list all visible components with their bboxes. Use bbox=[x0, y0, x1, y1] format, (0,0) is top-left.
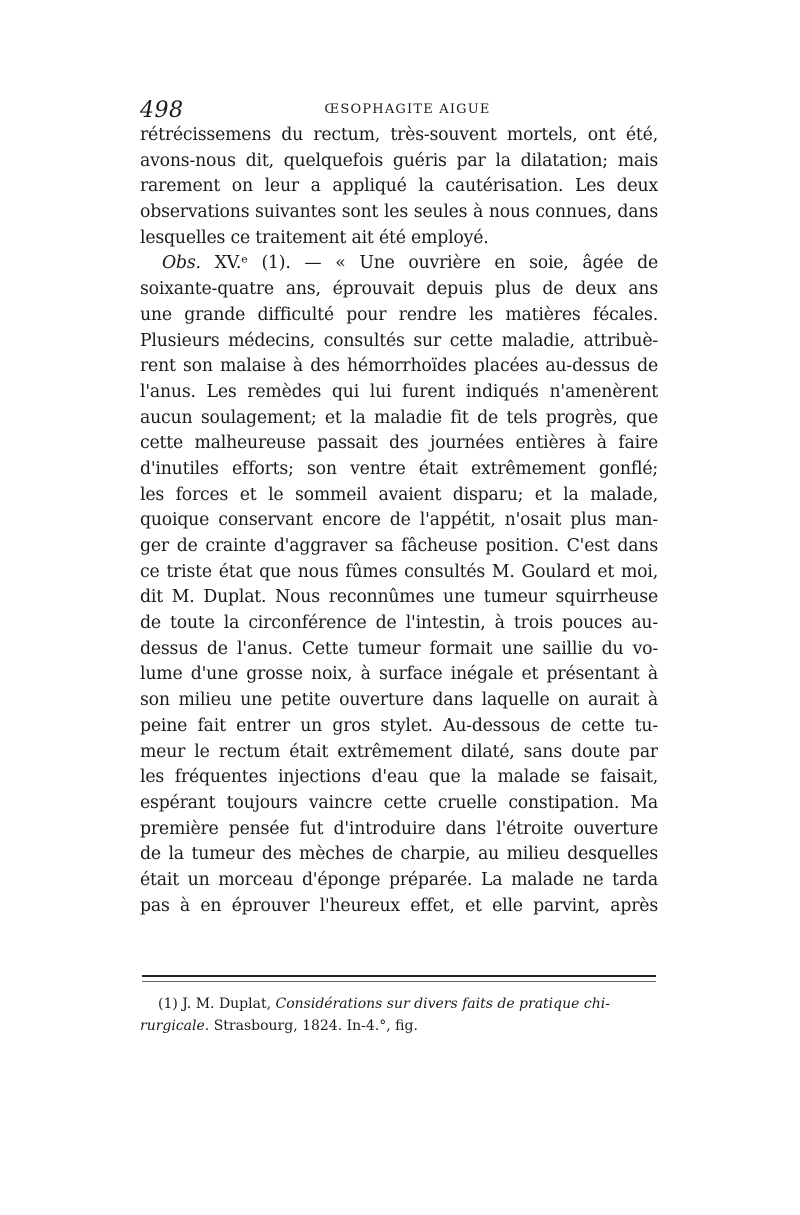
text-line: ce triste état que nous fûmes consultés M. Goulard et moi, bbox=[140, 561, 658, 582]
text-line: rarement on leur a appliqué la cautérisation. Les deux bbox=[140, 176, 658, 197]
text-line: espérant toujours vaincre cette cruelle constipation. Ma bbox=[140, 792, 658, 813]
text-line: observations suivantes sont les seules à nous connues, dans bbox=[140, 202, 658, 223]
footnote-title: Considérations sur divers faits de pratique chi- bbox=[275, 996, 610, 1012]
text-line: les forces et le sommeil avaient disparu; et la malade, bbox=[140, 484, 658, 505]
text-line: rétrécissemens du rectum, très-souvent mortels, ont été, bbox=[140, 125, 658, 145]
text-line: Plusieurs médecins, consultés sur cette maladie, attribuè- bbox=[140, 330, 658, 351]
footnote-line bbox=[140, 1015, 658, 1037]
text-line: aucun soulagement; et la maladie fit de tels progrès, que bbox=[140, 407, 658, 428]
footnote-rule-thin bbox=[142, 981, 656, 982]
text-line: cette malheureuse passait des journées entières à faire bbox=[140, 433, 658, 454]
text-line: de toute la circonférence de l'intestin, à trois pouces au- bbox=[140, 613, 658, 634]
footnote bbox=[140, 993, 658, 1037]
text-line: les fréquentes injections d'eau que la malade se faisait, bbox=[140, 767, 658, 788]
text-line-obs bbox=[140, 251, 658, 277]
footnote-ref: (1) J. M. Duplat, bbox=[158, 996, 276, 1012]
text-line: première pensée fut d'introduire dans l'étroite ouverture bbox=[140, 818, 658, 839]
text-line: quoique conservant encore de l'appétit, n'osait plus man- bbox=[140, 510, 658, 531]
text-line: lume d'une grosse noix, à surface inégale et présentant à bbox=[140, 664, 658, 685]
page-number: 498 bbox=[140, 98, 184, 123]
text-line: peine fait entrer un gros stylet. Au-dessous de cette tu- bbox=[140, 715, 658, 736]
text-line: avons-nous dit, quelquefois guéris par la dilatation; mais bbox=[140, 150, 658, 171]
text-line: ger de crainte d'aggraver sa fâcheuse position. C'est dans bbox=[140, 536, 658, 556]
text-line: son milieu une petite ouverture dans laquelle on aurait à bbox=[140, 690, 658, 711]
text-line: dessus de l'anus. Cette tumeur formait une saillie du vo- bbox=[140, 638, 658, 659]
footnote-line bbox=[140, 993, 658, 1015]
text-line: une grande difficulté pour rendre les matières fécales. bbox=[140, 304, 658, 325]
text-line: rent son malaise à des hémorrhoïdes placées au-dessus de bbox=[140, 356, 658, 377]
footnote-title-cont: rurgicale. bbox=[140, 1018, 210, 1034]
text-line: d'inutiles efforts; son ventre était extrêmement gonflé; bbox=[140, 458, 658, 479]
text-line: l'anus. Les remèdes qui lui furent indiqués n'amenèrent bbox=[140, 381, 658, 402]
text-line: meur le rectum était extrêmement dilaté, sans doute par bbox=[140, 741, 658, 762]
obs-line-text: XV.ᵉ (1). — « Une ouvrière en soie, âgée de bbox=[214, 253, 658, 274]
text-line: pas à en éprouver l'heureux effet, et elle parvint, après bbox=[140, 895, 658, 916]
text-line: soixante-quatre ans, éprouvait depuis plus de deux ans bbox=[140, 279, 658, 300]
footnote-rule bbox=[142, 975, 656, 977]
footnote-imprint: Strasbourg, 1824. In-4.°, fig. bbox=[209, 1018, 418, 1034]
text-line: était un morceau d'éponge préparée. La malade ne tarda bbox=[140, 869, 658, 890]
text-line: lesquelles ce traitement ait été employé. bbox=[140, 227, 489, 248]
body-text bbox=[140, 123, 658, 919]
text-line: dit M. Duplat. Nous reconnûmes une tumeur squirrheuse bbox=[140, 587, 658, 608]
text-line: de la tumeur des mèches de charpie, au milieu desquelles bbox=[140, 844, 658, 865]
obs-label: Obs. bbox=[162, 253, 201, 274]
running-head: ŒSOPHAGITE AIGUE bbox=[324, 102, 491, 117]
